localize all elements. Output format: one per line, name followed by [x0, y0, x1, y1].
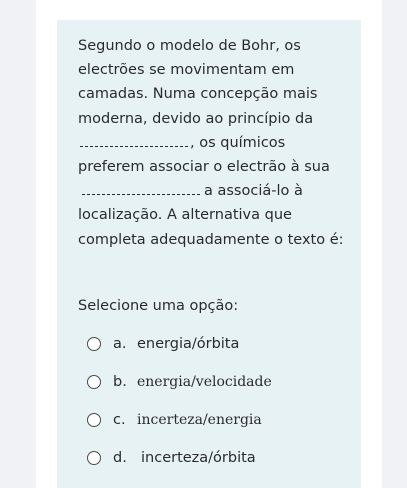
- question-text: [78, 34, 348, 252]
- option-letter: b.: [113, 374, 127, 390]
- option-letter: a.: [113, 336, 127, 352]
- option-b[interactable]: [87, 363, 347, 401]
- option-d[interactable]: [87, 439, 347, 477]
- option-text: incerteza/energia: [137, 412, 262, 428]
- page-panel: [36, 0, 382, 488]
- option-text: energia/velocidade: [137, 374, 272, 390]
- question-part-1: Segundo o modelo de Bohr, os electrões se movimentam em camadas. Numa concepção mais moderna, devido ao princípio da: [78, 38, 318, 127]
- blank-1: [80, 132, 188, 147]
- answer-options: [87, 325, 347, 477]
- option-letter: c.: [113, 412, 126, 428]
- option-c[interactable]: [87, 401, 347, 439]
- option-text: energia/órbita: [137, 336, 240, 352]
- select-option-prompt: Selecione uma opção:: [78, 298, 239, 314]
- question-part-2: , os químicos preferem associar o electrão à sua: [78, 134, 330, 176]
- radio-button-icon[interactable]: [87, 337, 101, 351]
- option-a[interactable]: [87, 325, 347, 363]
- question-card: [57, 20, 361, 488]
- question-part-3: a associá-lo à localização. A alternativa que completa adequadamente o texto é:: [78, 183, 344, 248]
- blank-2: [82, 180, 200, 195]
- option-text: incerteza/órbita: [141, 450, 256, 466]
- radio-button-icon[interactable]: [87, 451, 101, 465]
- radio-button-icon[interactable]: [87, 413, 101, 427]
- option-letter: d.: [113, 450, 127, 466]
- radio-button-icon[interactable]: [87, 375, 101, 389]
